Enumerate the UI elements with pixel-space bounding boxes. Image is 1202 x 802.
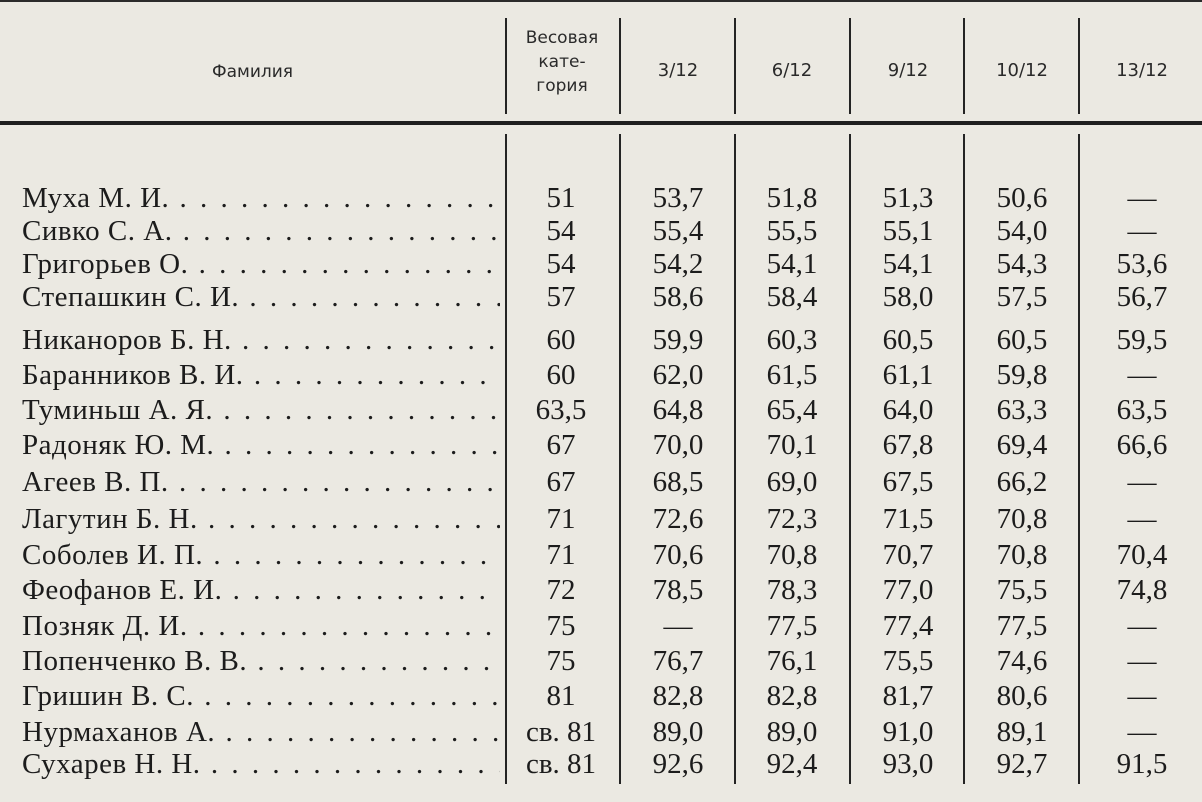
athlete-name: Гришин В. С. . . .	[22, 680, 500, 713]
weight-value: 80,6	[996, 680, 1048, 712]
athlete-name: Баранников В. И. . . .	[22, 359, 500, 392]
table-row	[0, 248, 1202, 281]
weight-category: 71	[546, 503, 576, 535]
weight-category: 60	[546, 324, 576, 356]
weight-category: 54	[546, 215, 576, 247]
weight-value: 92,4	[766, 748, 818, 780]
weight-value: 54,1	[766, 248, 818, 280]
weight-value: 58,0	[882, 281, 934, 313]
table-row	[0, 748, 1202, 781]
weight-value: 60,3	[766, 324, 818, 356]
table-row	[0, 574, 1202, 607]
weight-value: 69,4	[996, 429, 1048, 461]
weight-value: 77,0	[882, 574, 934, 606]
weight-value: 58,6	[652, 281, 704, 313]
weight-value: 70,0	[652, 429, 704, 461]
athlete-name: Никаноров Б. Н. . . .	[22, 324, 500, 357]
weight-value: 51,8	[766, 182, 818, 214]
weight-value: 82,8	[652, 680, 704, 712]
weight-value: 75,5	[882, 645, 934, 677]
column-header-name: Фамилия	[211, 62, 294, 82]
weight-value: 56,7	[1116, 281, 1168, 313]
weight-value: 57,5	[996, 281, 1048, 313]
weight-value: 82,8	[766, 680, 818, 712]
weight-value: —	[1127, 182, 1157, 214]
table-row	[0, 539, 1202, 572]
weight-value: 75,5	[996, 574, 1048, 606]
weight-value: 60,5	[882, 324, 934, 356]
weight-value: 76,7	[652, 645, 704, 677]
weight-value: 55,4	[652, 215, 704, 247]
weight-value: —	[1127, 716, 1157, 748]
weight-value: 59,8	[996, 359, 1048, 391]
athlete-name: Туминьш А. Я. . . .	[22, 394, 500, 427]
weight-value: 58,4	[766, 281, 818, 313]
weight-value: 59,5	[1116, 324, 1168, 356]
column-divider	[963, 18, 965, 114]
table-row	[0, 716, 1202, 749]
weight-value: 66,2	[996, 466, 1048, 498]
weight-category: 75	[546, 645, 576, 677]
weight-value: —	[1127, 645, 1157, 677]
weight-value: —	[1127, 215, 1157, 247]
athlete-name: Лагутин Б. Н. . . .	[22, 503, 500, 536]
table-row	[0, 429, 1202, 462]
weight-value: 60,5	[996, 324, 1048, 356]
weight-value: 72,3	[766, 503, 818, 535]
weight-value: 68,5	[652, 466, 704, 498]
header-rule	[0, 121, 1202, 125]
weight-value: 78,5	[652, 574, 704, 606]
athlete-name: Муха М. И. . . .	[22, 182, 500, 215]
athlete-name: Сухарев Н. Н. . . .	[22, 748, 500, 781]
column-header-date-4: 10/12	[996, 60, 1048, 81]
weight-value: 54,0	[996, 215, 1048, 247]
weight-value: 77,4	[882, 610, 934, 642]
weight-category: 81	[546, 680, 576, 712]
column-divider	[734, 18, 736, 114]
weight-value: 65,4	[766, 394, 818, 426]
weight-value: 70,8	[996, 503, 1048, 535]
weight-value: 76,1	[766, 645, 818, 677]
weight-value: 70,8	[996, 539, 1048, 571]
weight-value: 70,6	[652, 539, 704, 571]
table-row	[0, 466, 1202, 499]
weight-value: 54,1	[882, 248, 934, 280]
weight-value: —	[1127, 466, 1157, 498]
weight-value: 89,1	[996, 716, 1048, 748]
weight-value: 78,3	[766, 574, 818, 606]
weight-value: 51,3	[882, 182, 934, 214]
athlete-name: Соболев И. П. . . .	[22, 539, 500, 572]
weight-value: 64,8	[652, 394, 704, 426]
weight-value: 92,6	[652, 748, 704, 780]
weight-value: 74,6	[996, 645, 1048, 677]
weight-category: св. 81	[525, 716, 597, 748]
column-header-date-1: 3/12	[657, 60, 699, 81]
weight-value: 74,8	[1116, 574, 1168, 606]
athlete-name: Нурмаханов А. . . .	[22, 716, 500, 749]
table-row	[0, 324, 1202, 357]
column-divider	[1078, 18, 1080, 114]
table-row	[0, 182, 1202, 215]
weight-value: 53,6	[1116, 248, 1168, 280]
table-row	[0, 645, 1202, 678]
weight-category: 57	[546, 281, 576, 313]
weight-value: 70,8	[766, 539, 818, 571]
weight-category: 71	[546, 539, 576, 571]
weight-value: 70,1	[766, 429, 818, 461]
top-rule	[0, 0, 1202, 2]
column-header-weight-category	[506, 26, 618, 98]
weight-value: 63,5	[1116, 394, 1168, 426]
athlete-name: Позняк Д. И. . . .	[22, 610, 500, 643]
weight-value: 55,5	[766, 215, 818, 247]
table-row	[0, 503, 1202, 536]
weight-value: 54,2	[652, 248, 704, 280]
weight-value: 62,0	[652, 359, 704, 391]
athlete-name: Агеев В. П. . . .	[22, 466, 500, 499]
weight-value: 89,0	[652, 716, 704, 748]
weight-value: 54,3	[996, 248, 1048, 280]
athlete-name: Попенченко В. В. . . .	[22, 645, 500, 678]
table-row	[0, 610, 1202, 643]
weight-category: св. 81	[525, 748, 597, 780]
athlete-name: Сивко С. А. . . .	[22, 215, 500, 248]
column-header-date-3: 9/12	[887, 60, 929, 81]
weight-category: 54	[546, 248, 576, 280]
weight-value: 77,5	[996, 610, 1048, 642]
weight-category: 63,5	[535, 394, 587, 426]
weight-value: 64,0	[882, 394, 934, 426]
weight-header-line-2: кате-	[538, 52, 586, 72]
weight-value: 71,5	[882, 503, 934, 535]
weight-value: 66,6	[1116, 429, 1168, 461]
athlete-name: Феофанов Е. И. . . .	[22, 574, 500, 607]
weight-value: 59,9	[652, 324, 704, 356]
athlete-name: Григорьев О. . . .	[22, 248, 500, 281]
weight-value: 67,8	[882, 429, 934, 461]
weight-value: 61,1	[882, 359, 934, 391]
weight-value: 72,6	[652, 503, 704, 535]
weight-category: 72	[546, 574, 576, 606]
weight-category: 60	[546, 359, 576, 391]
column-divider	[505, 18, 507, 114]
athlete-name: Радоняк Ю. М. . . .	[22, 429, 500, 462]
weight-value: 89,0	[766, 716, 818, 748]
weight-value: 70,7	[882, 539, 934, 571]
weight-value: 53,7	[652, 182, 704, 214]
weight-value: —	[663, 610, 693, 642]
weight-value: 50,6	[996, 182, 1048, 214]
weight-value: 91,5	[1116, 748, 1168, 780]
weight-value: 91,0	[882, 716, 934, 748]
table-row	[0, 394, 1202, 427]
weight-value: 77,5	[766, 610, 818, 642]
weight-value: 55,1	[882, 215, 934, 247]
table-row	[0, 680, 1202, 713]
table-row	[0, 215, 1202, 248]
weight-value: 70,4	[1116, 539, 1168, 571]
weight-value: 93,0	[882, 748, 934, 780]
weight-value: 69,0	[766, 466, 818, 498]
column-header-date-5: 13/12	[1116, 60, 1168, 81]
weight-header-line-1: Весовая	[525, 28, 599, 48]
weight-category: 51	[546, 182, 576, 214]
column-divider	[619, 18, 621, 114]
weight-value: —	[1127, 503, 1157, 535]
weight-value: 63,3	[996, 394, 1048, 426]
column-divider	[849, 18, 851, 114]
weight-category: 67	[546, 429, 576, 461]
weight-value: —	[1127, 610, 1157, 642]
column-header-date-2: 6/12	[771, 60, 813, 81]
weight-value: 67,5	[882, 466, 934, 498]
table-row	[0, 359, 1202, 392]
weight-value: —	[1127, 680, 1157, 712]
athlete-name: Степашкин С. И. . . .	[22, 281, 500, 314]
weight-value: —	[1127, 359, 1157, 391]
weight-value: 81,7	[882, 680, 934, 712]
weight-value: 61,5	[766, 359, 818, 391]
weight-category: 75	[546, 610, 576, 642]
table-row	[0, 281, 1202, 314]
weight-header-line-3: гория	[536, 76, 588, 96]
weight-category: 67	[546, 466, 576, 498]
weight-value: 92,7	[996, 748, 1048, 780]
